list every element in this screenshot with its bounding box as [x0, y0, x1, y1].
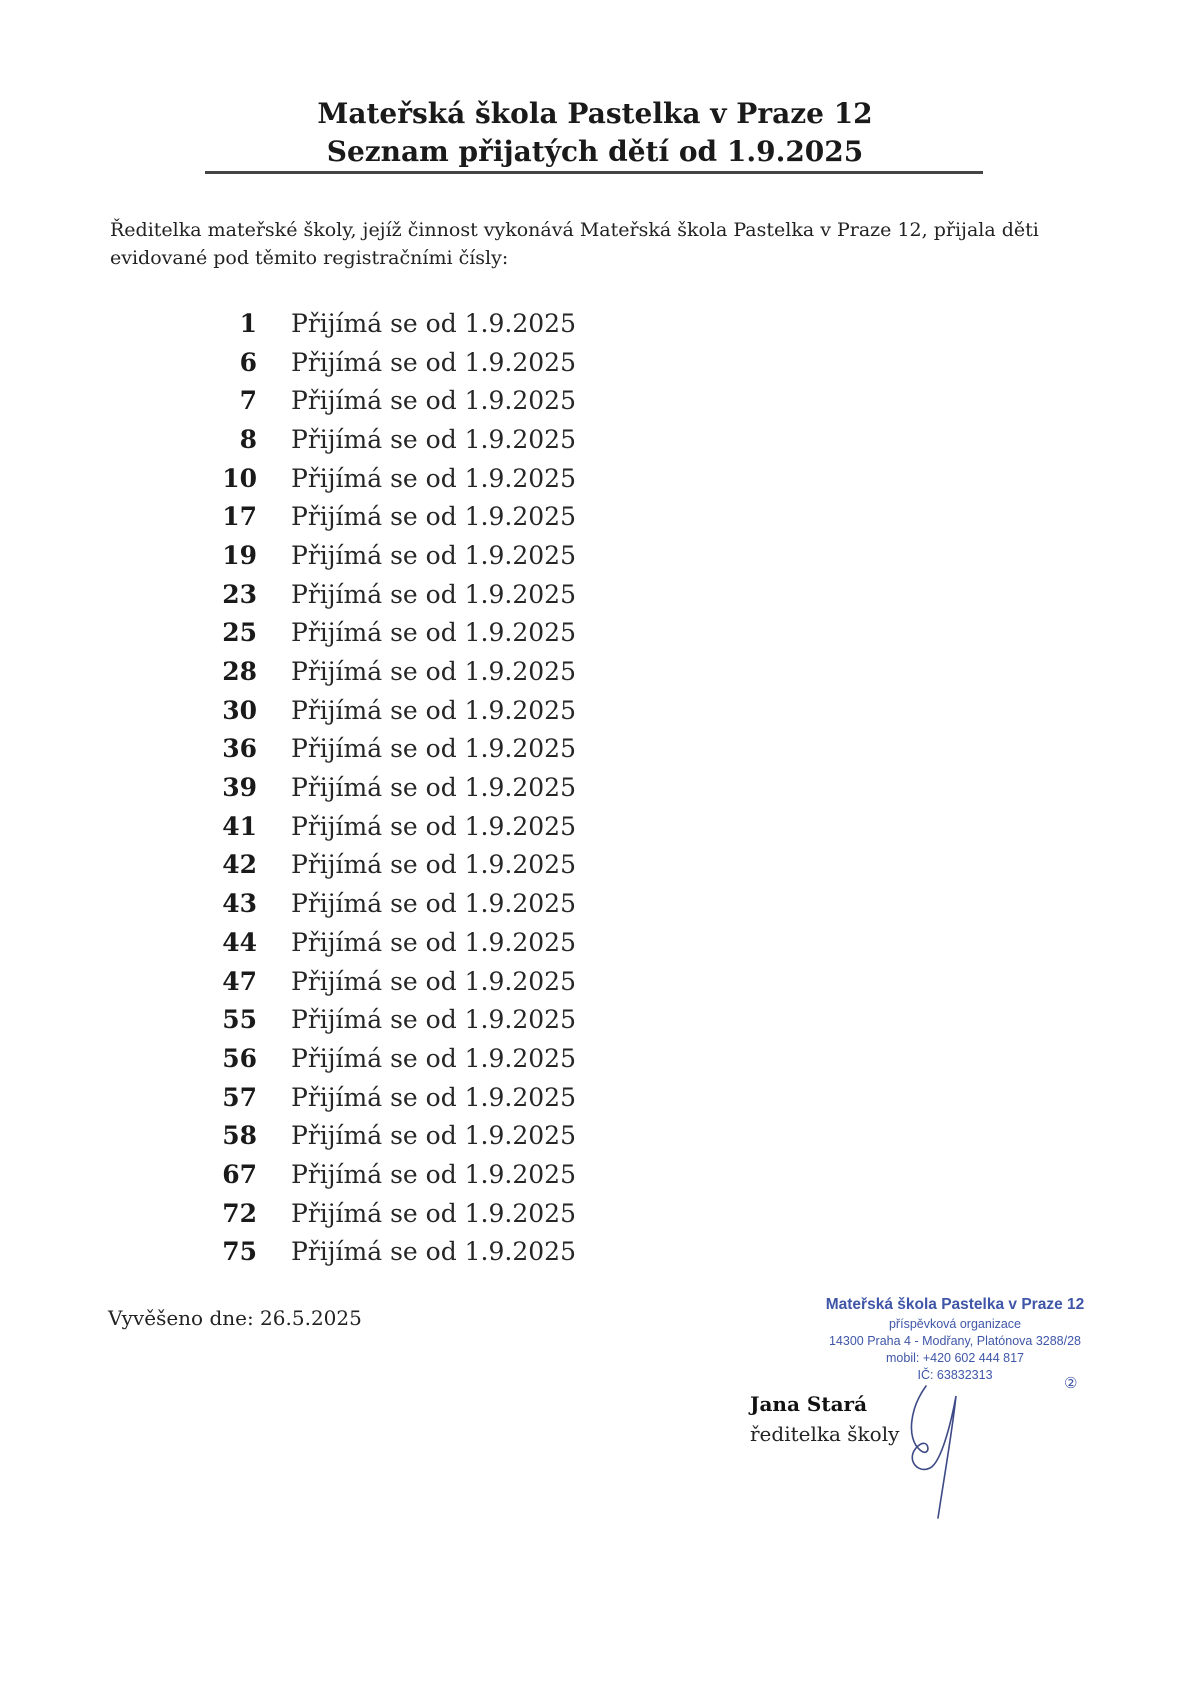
registration-number: 42: [222, 850, 257, 880]
admission-status: Přijímá se od 1.9.2025: [291, 1198, 576, 1228]
handwritten-signature: [908, 1378, 988, 1528]
registration-number: 10: [222, 463, 257, 493]
list-item: [215, 343, 576, 382]
school-stamp: [800, 1294, 1110, 1384]
admission-status: Přijímá se od 1.9.2025: [291, 502, 576, 532]
list-item: [215, 923, 576, 962]
list-item: [215, 304, 576, 343]
admission-status: Přijímá se od 1.9.2025: [291, 1159, 576, 1189]
admission-status: Přijímá se od 1.9.2025: [291, 463, 576, 493]
signatory-role: ředitelka školy: [750, 1422, 900, 1446]
registration-number: 41: [222, 811, 257, 841]
admission-status: Přijímá se od 1.9.2025: [291, 927, 576, 957]
registration-number: 17: [222, 502, 257, 532]
admission-status: Přijímá se od 1.9.2025: [291, 850, 576, 880]
list-item: [215, 536, 576, 575]
registration-number: 43: [222, 889, 257, 919]
registration-number: 47: [222, 966, 257, 996]
signatory-name: Jana Stará: [750, 1392, 868, 1416]
registration-number: 6: [239, 347, 257, 377]
posted-date: Vyvěšeno dne: 26.5.2025: [108, 1306, 362, 1330]
admission-status: Přijímá se od 1.9.2025: [291, 1237, 576, 1267]
list-item: [215, 1000, 576, 1039]
registration-number: 58: [222, 1121, 257, 1151]
list-item: [215, 1116, 576, 1155]
list-item: [215, 846, 576, 885]
admission-status: Přijímá se od 1.9.2025: [291, 347, 576, 377]
list-item: [215, 1233, 576, 1272]
registration-number: 39: [222, 773, 257, 803]
registration-number: 72: [222, 1198, 257, 1228]
admitted-list: [215, 304, 576, 1271]
admission-status: Přijímá se od 1.9.2025: [291, 1005, 576, 1035]
registration-number: 30: [222, 695, 257, 725]
registration-number: 8: [239, 424, 257, 454]
registration-number: 44: [222, 927, 257, 957]
admission-status: Přijímá se od 1.9.2025: [291, 386, 576, 416]
list-item: [215, 730, 576, 769]
list-item: [215, 1155, 576, 1194]
admission-status: Přijímá se od 1.9.2025: [291, 966, 576, 996]
registration-number: 7: [239, 386, 257, 416]
list-item: [215, 381, 576, 420]
list-item: [215, 884, 576, 923]
admission-status: Přijímá se od 1.9.2025: [291, 1043, 576, 1073]
document-subtitle: Seznam přijatých dětí od 1.9.2025: [326, 135, 864, 168]
admission-status: Přijímá se od 1.9.2025: [291, 1121, 576, 1151]
registration-number: 1: [239, 308, 257, 338]
stamp-line-mobile: mobil: +420 602 444 817: [886, 1351, 1024, 1365]
list-item: [215, 1194, 576, 1233]
list-item: [215, 768, 576, 807]
admission-status: Přijímá se od 1.9.2025: [291, 695, 576, 725]
registration-number: 56: [222, 1043, 257, 1073]
list-item: [215, 652, 576, 691]
stamp-line-address: 14300 Praha 4 - Modřany, Platónova 3288/28: [828, 1334, 1082, 1348]
list-item: [215, 807, 576, 846]
registration-number: 19: [222, 540, 257, 570]
admission-status: Přijímá se od 1.9.2025: [291, 308, 576, 338]
admission-status: Přijímá se od 1.9.2025: [291, 889, 576, 919]
stamp-line-org: příspěvková organizace: [888, 1317, 1022, 1331]
registration-number: 67: [222, 1159, 257, 1189]
admission-status: Přijímá se od 1.9.2025: [291, 540, 576, 570]
admission-status: Přijímá se od 1.9.2025: [291, 618, 576, 648]
registration-number: 57: [222, 1082, 257, 1112]
registration-number: 55: [222, 1005, 257, 1035]
admission-status: Přijímá se od 1.9.2025: [291, 424, 576, 454]
list-item: [215, 614, 576, 653]
registration-number: 28: [222, 657, 257, 687]
list-item: [215, 459, 576, 498]
admission-status: Přijímá se od 1.9.2025: [291, 811, 576, 841]
stamp-line-name: Mateřská škola Pastelka v Praze 12: [825, 1296, 1085, 1313]
list-item: [215, 420, 576, 459]
title-underline: [205, 171, 983, 174]
list-item: [215, 1078, 576, 1117]
admission-status: Přijímá se od 1.9.2025: [291, 734, 576, 764]
stamp-number-mark: ②: [1064, 1374, 1078, 1392]
list-item: [215, 575, 576, 614]
admission-status: Přijímá se od 1.9.2025: [291, 579, 576, 609]
registration-number: 25: [222, 618, 257, 648]
admission-status: Přijímá se od 1.9.2025: [291, 657, 576, 687]
registration-number: 23: [222, 579, 257, 609]
intro-paragraph: Ředitelka mateřské školy, jejíž činnost vykonává Mateřská škola Pastelka v Praze 12, přijala děti evidované pod těmito registračními čísly:: [110, 219, 1039, 269]
stamp-line-ico: IČ: 63832313: [917, 1368, 993, 1382]
admission-status: Přijímá se od 1.9.2025: [291, 773, 576, 803]
document-title: Mateřská škola Pastelka v Praze 12: [317, 97, 873, 130]
registration-number: 75: [222, 1237, 257, 1267]
list-item: [215, 962, 576, 1001]
list-item: [215, 691, 576, 730]
list-item: [215, 497, 576, 536]
registration-number: 36: [222, 734, 257, 764]
list-item: [215, 1039, 576, 1078]
admission-status: Přijímá se od 1.9.2025: [291, 1082, 576, 1112]
